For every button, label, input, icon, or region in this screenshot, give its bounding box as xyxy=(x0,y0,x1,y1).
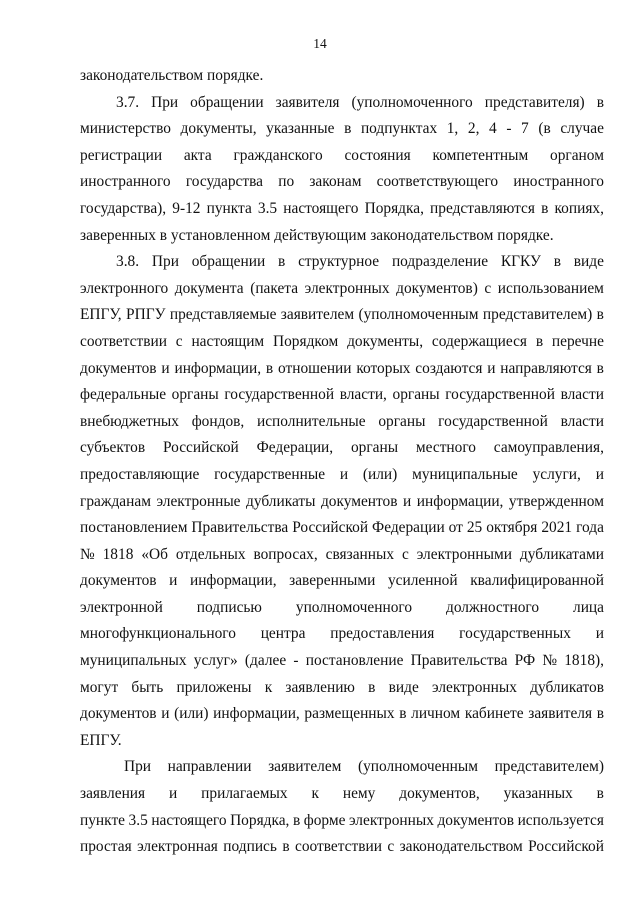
word: предоставления xyxy=(330,625,435,643)
text-line xyxy=(80,515,604,542)
word: - xyxy=(506,120,512,138)
word: нему xyxy=(342,785,376,803)
word: отношении xyxy=(277,359,352,377)
word: документа xyxy=(174,279,244,297)
document-body xyxy=(80,63,604,861)
text-line xyxy=(80,754,604,781)
word: Правительства xyxy=(410,652,508,670)
word: состояния xyxy=(344,146,411,164)
text-line xyxy=(80,382,604,409)
text-line: ЕПГУ. xyxy=(80,731,122,749)
word: 1818), xyxy=(564,652,604,670)
word: При xyxy=(151,93,179,111)
word: и xyxy=(161,359,170,377)
word: соответствии xyxy=(294,838,382,856)
word: кабинете xyxy=(464,705,524,723)
word: (в xyxy=(538,120,551,138)
word: личном xyxy=(411,705,461,723)
word: должностного xyxy=(445,598,540,616)
word: Российской xyxy=(162,439,239,457)
word: государственных xyxy=(459,625,571,643)
word: (или) xyxy=(362,465,398,483)
word: и xyxy=(169,785,178,803)
word: в xyxy=(277,253,286,271)
text-line xyxy=(80,568,604,595)
word: в xyxy=(344,120,352,138)
word: 25 xyxy=(466,519,483,537)
word: заявителя xyxy=(275,93,340,111)
word: копиях, xyxy=(554,199,604,217)
word: РФ xyxy=(514,652,536,670)
word: 3.5 xyxy=(257,199,278,217)
word: соответствующего xyxy=(376,173,499,191)
word: в xyxy=(596,785,604,803)
word: иностранного xyxy=(80,173,171,191)
word: виде xyxy=(573,253,604,271)
word: заверенными xyxy=(289,572,376,590)
word: федеральные xyxy=(80,386,167,404)
word: 1, xyxy=(446,120,459,138)
word: в xyxy=(596,359,604,377)
word: форме xyxy=(303,811,346,829)
word: государственные xyxy=(214,465,326,483)
word: иностранного xyxy=(513,173,604,191)
text-line xyxy=(80,621,604,648)
word: и xyxy=(161,705,170,723)
word: подписью xyxy=(196,598,262,616)
word: и xyxy=(403,492,412,510)
word: подразделение xyxy=(391,253,489,271)
text-line xyxy=(80,329,604,356)
word: заявлению xyxy=(285,678,355,696)
word: электронных xyxy=(432,678,517,696)
text-line xyxy=(80,356,604,383)
word: к xyxy=(264,678,273,696)
word: соответствии xyxy=(80,332,167,350)
word: государства xyxy=(185,173,263,191)
word: власти, xyxy=(339,386,387,404)
word: информации, xyxy=(189,572,277,590)
word: использованием xyxy=(497,279,604,297)
word: электронные xyxy=(156,492,241,510)
word: компетентным xyxy=(432,146,529,164)
word: заявления xyxy=(80,785,146,803)
word: (пакета xyxy=(250,279,299,297)
word: муниципальные xyxy=(412,465,518,483)
word: года xyxy=(576,519,604,537)
word: информации, xyxy=(213,705,300,723)
word: электронная xyxy=(137,838,218,856)
word: отдельных xyxy=(175,545,246,563)
text-line xyxy=(80,648,604,675)
word: электронными xyxy=(416,545,512,563)
word: обращении xyxy=(191,253,266,271)
text-line xyxy=(80,116,604,143)
word: приложены xyxy=(176,678,252,696)
word: Федерации xyxy=(372,519,445,537)
word: гражданского xyxy=(233,146,323,164)
word: № xyxy=(80,545,95,563)
word: Порядка, xyxy=(364,199,424,217)
word: подпунктах xyxy=(360,120,438,138)
word: (уполномоченным xyxy=(358,306,479,324)
word: Порядка, xyxy=(230,811,290,829)
word: в xyxy=(292,811,301,829)
word: документов xyxy=(437,811,515,829)
word: которых xyxy=(356,359,411,377)
word: 9-12 xyxy=(172,199,201,217)
word: виде xyxy=(388,678,419,696)
word: настоящего xyxy=(151,811,227,829)
word: государственной xyxy=(224,386,335,404)
word: (далее xyxy=(244,652,287,670)
word: муниципальных xyxy=(80,652,187,670)
word: регистрации xyxy=(80,146,163,164)
text-line xyxy=(80,781,604,808)
word: содержащиеся xyxy=(431,332,527,350)
word: министерство xyxy=(80,120,171,138)
word: пункте xyxy=(80,811,125,829)
word: электронных xyxy=(304,279,390,297)
word: Правительства xyxy=(191,519,289,537)
word: 4 xyxy=(489,120,497,138)
word: документов xyxy=(80,705,157,723)
text-line xyxy=(80,169,604,196)
word: документов xyxy=(80,572,157,590)
word: документов xyxy=(320,492,398,510)
word: утвержденном xyxy=(508,492,604,510)
word: с xyxy=(401,545,409,563)
word: документов xyxy=(80,359,157,377)
word: документы, xyxy=(180,120,257,138)
word: в xyxy=(553,253,561,271)
word: и xyxy=(169,572,178,590)
word: органом xyxy=(550,146,604,164)
word: «Об xyxy=(141,545,168,563)
word: законам xyxy=(309,173,362,191)
word: представляются xyxy=(430,199,535,217)
word: документов, xyxy=(399,785,480,803)
word: представителя) xyxy=(484,93,585,111)
word: прилагаемых xyxy=(201,785,288,803)
word: субъектов xyxy=(80,439,146,457)
word: (или) xyxy=(174,705,209,723)
word: постановление xyxy=(305,652,404,670)
word: 7 xyxy=(521,120,529,138)
word: квалифицированной xyxy=(470,572,604,590)
word: дубликатами xyxy=(519,545,604,563)
word: государственной xyxy=(438,412,548,430)
word: информации, xyxy=(416,492,504,510)
word: в xyxy=(596,705,604,723)
text-line xyxy=(80,462,604,489)
word: предоставляющие xyxy=(80,465,200,483)
word: 3.7. xyxy=(116,93,140,111)
word: указанные xyxy=(266,120,335,138)
word: 2021 xyxy=(541,519,573,537)
word: перечне xyxy=(551,332,604,350)
word: Российской xyxy=(292,519,369,537)
word: электронного xyxy=(80,279,169,297)
word: уполномоченного xyxy=(295,598,413,616)
word: 1818 xyxy=(102,545,134,563)
word: октября xyxy=(486,519,538,537)
word: электронных xyxy=(348,811,434,829)
word: используется xyxy=(517,811,604,829)
text-line xyxy=(80,409,604,436)
word: создаются xyxy=(415,359,483,377)
word: гражданам xyxy=(80,492,151,510)
word: 3.8. xyxy=(116,253,140,271)
word: могут xyxy=(80,678,119,696)
word: электронной xyxy=(80,598,163,616)
word: центра xyxy=(260,625,306,643)
text-line xyxy=(80,808,604,835)
word: структурное xyxy=(298,253,380,271)
word: быть xyxy=(131,678,164,696)
text-line xyxy=(80,542,604,569)
word: органы xyxy=(392,386,440,404)
text-line xyxy=(80,249,604,276)
word: указанных xyxy=(503,785,573,803)
word: с xyxy=(387,838,395,856)
word: настоящим xyxy=(191,332,265,350)
word: от xyxy=(448,519,463,537)
word: КГКУ xyxy=(500,253,541,271)
word: заявителем xyxy=(268,758,342,776)
text-line xyxy=(80,701,604,728)
word: местного xyxy=(415,439,476,457)
text-line xyxy=(80,302,604,329)
word: и xyxy=(487,359,496,377)
word: заявителя xyxy=(528,705,593,723)
word: Федерации, xyxy=(256,439,334,457)
word: При xyxy=(151,253,179,271)
word: исполнительные xyxy=(256,412,366,430)
word: органы xyxy=(378,412,426,430)
word: акта xyxy=(183,146,212,164)
text-line xyxy=(80,489,604,516)
word: настоящего xyxy=(283,199,359,217)
text-line xyxy=(80,90,604,117)
word: органы xyxy=(171,386,219,404)
word: в xyxy=(399,705,407,723)
word: направлении xyxy=(167,758,252,776)
word: пункта xyxy=(206,199,252,217)
word: в xyxy=(265,359,274,377)
word: 3.5 xyxy=(128,811,148,829)
word: государственной xyxy=(445,386,555,404)
word: 2, xyxy=(467,120,480,138)
word: Порядком xyxy=(272,332,339,350)
word: и xyxy=(595,465,604,483)
word: по xyxy=(278,173,295,191)
word: связанных xyxy=(325,545,395,563)
word: и xyxy=(339,465,349,483)
word: услуг» xyxy=(193,652,238,670)
word: подпись xyxy=(223,838,277,856)
word: ЕПГУ, xyxy=(80,306,122,324)
word: простая xyxy=(80,838,132,856)
word: в xyxy=(535,332,544,350)
text-line xyxy=(80,595,604,622)
word: (уполномоченного xyxy=(351,93,473,111)
word: лица xyxy=(573,598,604,616)
word: представителем) xyxy=(494,758,604,776)
text-line: заверенных в установленном действующим законодательством порядке. xyxy=(80,226,554,244)
word: дубликатов xyxy=(530,678,604,696)
word: фондов, xyxy=(191,412,245,430)
word: представляемые xyxy=(169,306,277,324)
word: постановлением xyxy=(80,519,188,537)
word: услуги, xyxy=(532,465,581,483)
word: информации, xyxy=(174,359,262,377)
word: представителем) xyxy=(482,306,593,324)
word: государства), xyxy=(80,199,167,217)
word: заявителем xyxy=(280,306,355,324)
page-number: 14 xyxy=(313,36,327,51)
text-line xyxy=(80,675,604,702)
text-line xyxy=(80,276,604,303)
word: размещенных xyxy=(304,705,395,723)
word: дубликаты xyxy=(246,492,316,510)
word: с xyxy=(484,279,492,297)
word: № xyxy=(542,652,558,670)
word: в xyxy=(596,93,604,111)
text-line xyxy=(80,143,604,170)
word: - xyxy=(293,652,299,670)
word: усиленной xyxy=(387,572,458,590)
word: обращении xyxy=(190,93,264,111)
word: направляются xyxy=(500,359,592,377)
word: власти xyxy=(560,386,604,404)
word: самоуправления, xyxy=(493,439,604,457)
text-line: законодательством порядке. xyxy=(80,67,264,84)
word: многофункционального xyxy=(80,625,236,643)
text-line xyxy=(80,834,604,861)
word: в xyxy=(282,838,290,856)
word: вопросах, xyxy=(253,545,318,563)
word: случае xyxy=(560,120,604,138)
word: РПГУ xyxy=(126,306,166,324)
word: документов) xyxy=(396,279,478,297)
word: органы xyxy=(350,439,399,457)
word: в xyxy=(368,678,376,696)
text-line xyxy=(80,435,604,462)
word: с xyxy=(175,332,183,350)
word: Российской xyxy=(528,838,604,856)
text-line xyxy=(80,196,604,223)
word: власти xyxy=(560,412,604,430)
word: внебюджетных xyxy=(80,412,179,430)
word: (уполномоченным xyxy=(357,758,478,776)
word: При xyxy=(124,758,152,776)
word: и xyxy=(595,625,604,643)
word: к xyxy=(311,785,319,803)
word: законодательством xyxy=(399,838,523,856)
word: документы, xyxy=(347,332,424,350)
word: в xyxy=(541,199,549,217)
word: в xyxy=(596,306,604,324)
